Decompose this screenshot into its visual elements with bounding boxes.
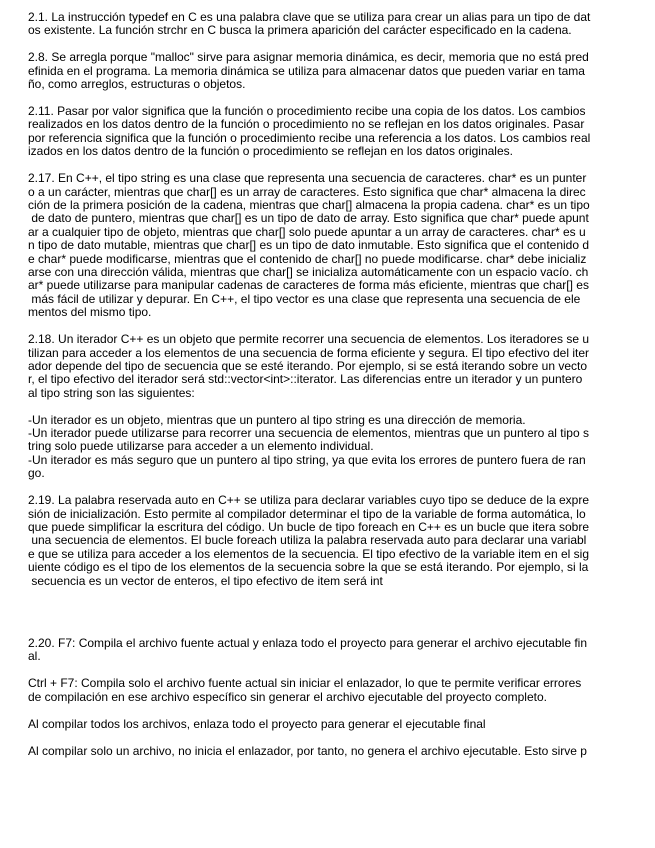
text-line: n tipo de dato mutable, mientras que char[] es un tipo de dato inmutable. Esto significa que el contenido d [28,238,590,253]
text-line: 2.1. La instrucción typedef en C es una palabra clave que se utiliza para crear un alias para un tipo de dat [28,10,591,24]
text-line: 2.20. F7: Compila el archivo fuente actual y enlaza todo el proyecto para generar el archivo ejecutable fin [28,636,587,651]
document-body [28,11,634,771]
text-line: sión de inicialización. Esto permite al compilador determinar el tipo de la variable de forma automática, lo [28,506,586,521]
text-line: arse con una dirección válida, mientras que char[] se inicializa automáticamente con un espacio vacío. ch [28,265,589,279]
text-line: ar* puede utilizarse para manipular cadenas de caracteres de forma más eficiente, mientras que char[] es [28,278,589,293]
text-line: ar a cualquier tipo de objeto, mientras que char[] solo puede apuntar a un array de caracteres. char* es u [28,224,586,239]
paragraph-2-18 [28,333,634,400]
text-line: -Un iterador puede utilizarse para recorrer una secuencia de elementos, mientras que un puntero al tipo s [28,426,589,441]
text-line: ador depende del tipo de secuencia que se esté iterando. Por ejemplo, si se está iterando sobre un vecto [28,358,588,373]
text-line: uiente código es el tipo de los elementos de la secuencia sobre la que se está iterando. Por ejemplo, si la [28,560,589,575]
text-line: realizados en los datos dentro de la función o procedimiento no se reflejan en los datos originales. Pasar [28,117,585,132]
text-line: o a un carácter, mientras que char[] es un array de caracteres. Esto significa que char* almacena la direc [28,184,586,199]
paragraph-2-20 [28,637,634,664]
text-line: de compilación en ese archivo específico sin generar el archivo ejecutable del proyecto completo. [28,689,547,704]
text-line: 2.19. La palabra reservada auto en C++ se utiliza para declarar variables cuyo tipo se deduce de la expre [28,493,590,508]
paragraph-compile-one [28,745,634,758]
text-line: 2.18. Un iterador C++ es un objeto que permite recorrer una secuencia de elementos. Los iteradores se u [28,332,589,347]
text-line: -Un iterador es un objeto, mientras que un puntero al tipo string es una dirección de memoria. [28,412,526,427]
paragraph-2-17 [28,172,634,319]
text-line: go. [28,466,45,481]
text-line: os existente. La función strchr en C busca la primera aparición del carácter especificado en la cadena. [28,23,572,38]
paragraph-compile-all [28,718,634,731]
text-line: Ctrl + F7: Compila solo el archivo fuente actual sin iniciar el enlazador, lo que te permite verificar errores [28,676,582,691]
paragraph-ctrl-f7 [28,677,634,704]
paragraph-2-18-list [28,414,634,481]
text-line: ño, como arreglos, estructuras o objetos. [28,77,246,92]
paragraph-2-11 [28,105,634,159]
text-line: izados en los datos dentro de la función o procedimiento se reflejan en los datos originales. [28,144,513,159]
paragraph-2-1 [28,11,634,38]
text-line: 2.17. En C++, el tipo string es una clase que representa una secuencia de caracteres. char* es un punter [28,171,587,186]
text-line: efinida en el programa. La memoria dinámica se utiliza para almacenar datos que pueden variar en tama [28,63,585,78]
text-line: 2.8. Se arregla porque "malloc" sirve para asignar memoria dinámica, es decir, memoria que no está pred [28,50,589,65]
text-line: por referencia significa que la función o procedimiento recibe una referencia a los datos. Los cambios real [28,130,591,145]
paragraph-2-8 [28,51,634,91]
text-line: tilizan para acceder a los elementos de una secuencia de forma eficiente y segura. El tipo efectivo del iter [28,345,589,360]
text-line: Al compilar solo un archivo, no inicia el enlazador, por tanto, no genera el archivo ejecutable. Esto sirve p [28,743,587,758]
text-line: que puede simplificar la escritura del código. Un bucle de tipo foreach en C++ es un bucle que itera sobre [28,520,590,534]
text-line: r, el tipo efectivo del iterador será std::vector<int>::iterator. Las diferencias entre un iterador y un puntero [28,372,583,387]
text-line: al. [28,649,41,664]
paragraph-2-19 [28,494,634,588]
text-line: de dato de puntero, mientras que char[] es un tipo de dato de array. Esto significa que char* puede apunt [28,211,589,226]
text-line: 2.11. Pasar por valor significa que la función o procedimiento recibe una copia de los datos. Los cambios [28,104,586,119]
text-line: ción de la primera posición de la cadena, mientras que char[] almacena la propia cadena. char* es un tipo [28,197,590,212]
text-line: Al compilar todos los archivos, enlaza todo el proyecto para generar el ejecutable final [28,716,486,731]
text-line: al tipo string son las siguientes: [28,385,195,400]
text-line: secuencia es un vector de enteros, el tipo efectivo de item será int [28,573,383,588]
text-line: -Un iterador es más seguro que un puntero al tipo string, ya que evita los errores de puntero fuera de ran [28,452,586,467]
text-line: una secuencia de elementos. El bucle foreach utiliza la palabra reservada auto para declarar una variabl [28,533,587,548]
text-line: más fácil de utilizar y depurar. En C++, el tipo vector es una clase que representa una secuencia de ele [28,291,581,306]
text-line: e char* puede modificarse, mientras que el contenido de char[] no puede modificarse. char* debe inicializ [28,251,587,266]
text-line: mentos del mismo tipo. [28,305,152,320]
text-line: e que se utiliza para acceder a los elementos de la secuencia. El tipo efectivo de la variable item en el sig [28,546,589,561]
text-line: tring solo puede utilizarse para acceder a un elemento individual. [28,439,374,454]
